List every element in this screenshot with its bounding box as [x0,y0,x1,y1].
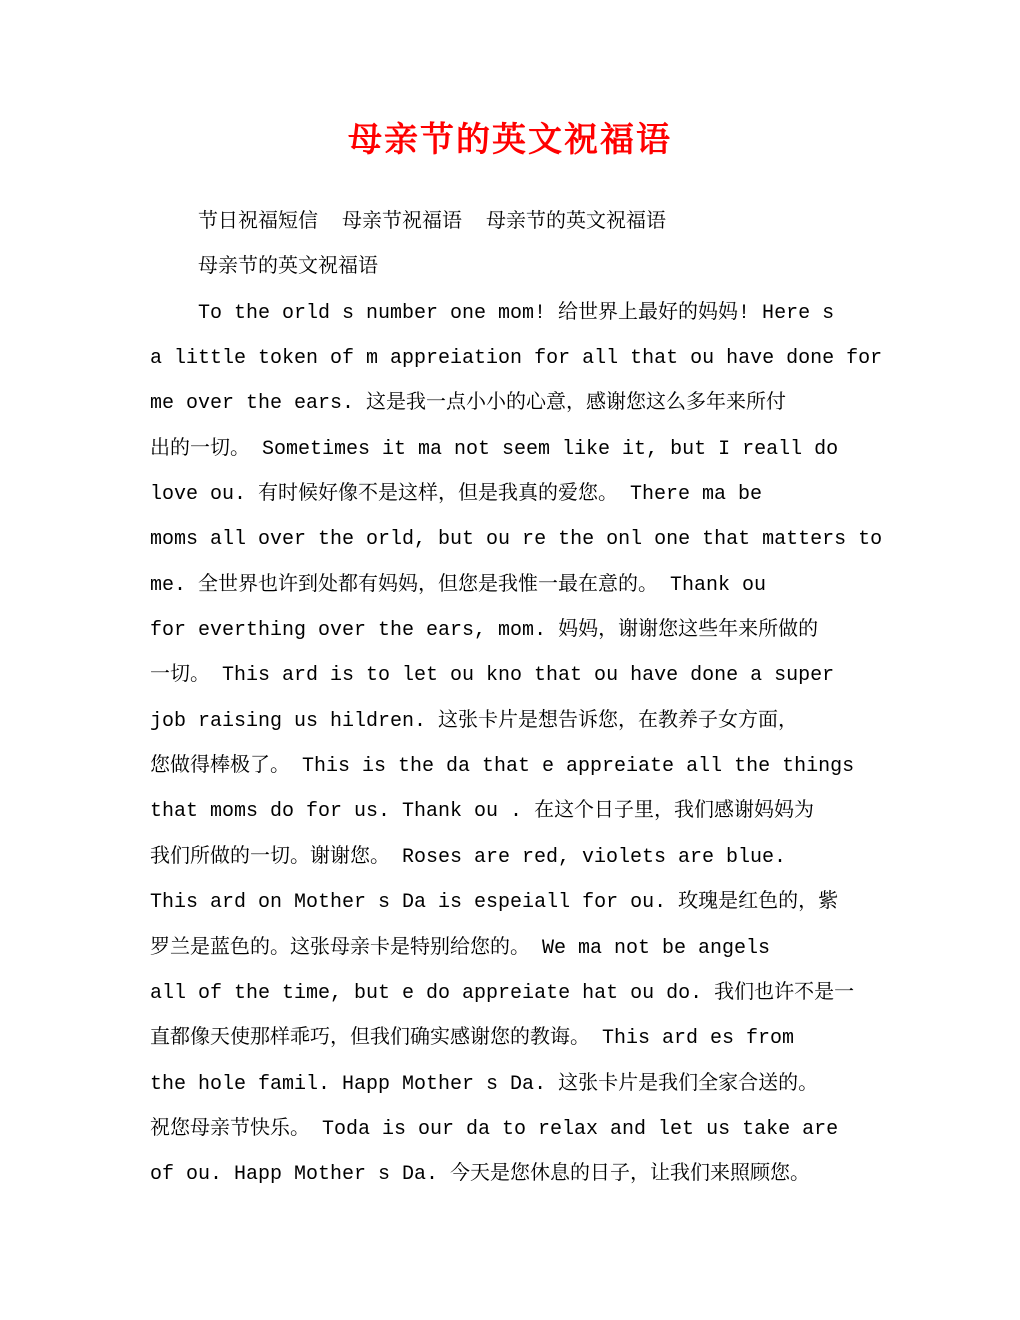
document-line: the hole famil. Happ Mother s Da. 这张卡片是我们全家合送的。 [150,1072,819,1096]
document-line: of ou. Happ Mother s Da. 今天是您休息的日子，让我们来照顾您。 [150,1163,811,1187]
document-line: that moms do for us. Thank ou . 在这个日子里，我们感谢妈妈为 [150,800,815,824]
document-line: 您做得棒极了。 This is the da that e appreiate all the things [150,755,855,779]
document-line: 一切。 This ard is to let ou kno that ou have done a super [150,664,835,688]
document-line: This ard on Mother s Da is espeiall for ou. 玫瑰是红色的，紫 [150,891,839,915]
document-line: me over the ears. 这是我一点小小的心意，感谢您这么多年来所付 [150,392,787,416]
document-line: love ou. 有时候好像不是这样，但是我真的爱您。 There ma be [150,483,763,507]
document-line: 母亲节的英文祝福语 [198,256,378,280]
document-line: 直都像天使那样乖巧，但我们确实感谢您的教诲。 This ard es from [150,1027,795,1051]
document-line: 祝您母亲节快乐。 Toda is our da to relax and let us take are [150,1117,839,1141]
document-line: job raising us hildren. 这张卡片是想告诉您，在教养子女方面， [150,709,799,733]
document-line: 出的一切。 Sometimes it ma not seem like it, but I reall do [150,437,839,461]
document-line: for everthing over the ears, mom. 妈妈，谢谢您这些年来所做的 [150,619,819,643]
document-line: a little token of m appreiation for all that ou have done for [150,347,883,371]
document-line: all of the time, but e do appreiate hat ou do. 我们也许不是一 [150,981,855,1005]
document-line: 我们所做的一切。谢谢您。 Roses are red, violets are blue. [150,845,787,869]
document-line: 节日祝福短信 母亲节祝福语 母亲节的英文祝福语 [198,211,667,234]
document-line: 罗兰是蓝色的。这张母亲卡是特别给您的。 We ma not be angels [150,936,771,960]
document-title: 母亲节的英文祝福语 [348,122,672,159]
document-line: To the orld s number one mom! 给世界上最好的妈妈! Here s [198,301,835,325]
document-line: moms all over the orld, but ou re the onl one that matters to [150,528,883,552]
document-line: me. 全世界也许到处都有妈妈，但您是我惟一最在意的。 Thank ou [150,573,767,597]
document-body [150,200,883,1198]
